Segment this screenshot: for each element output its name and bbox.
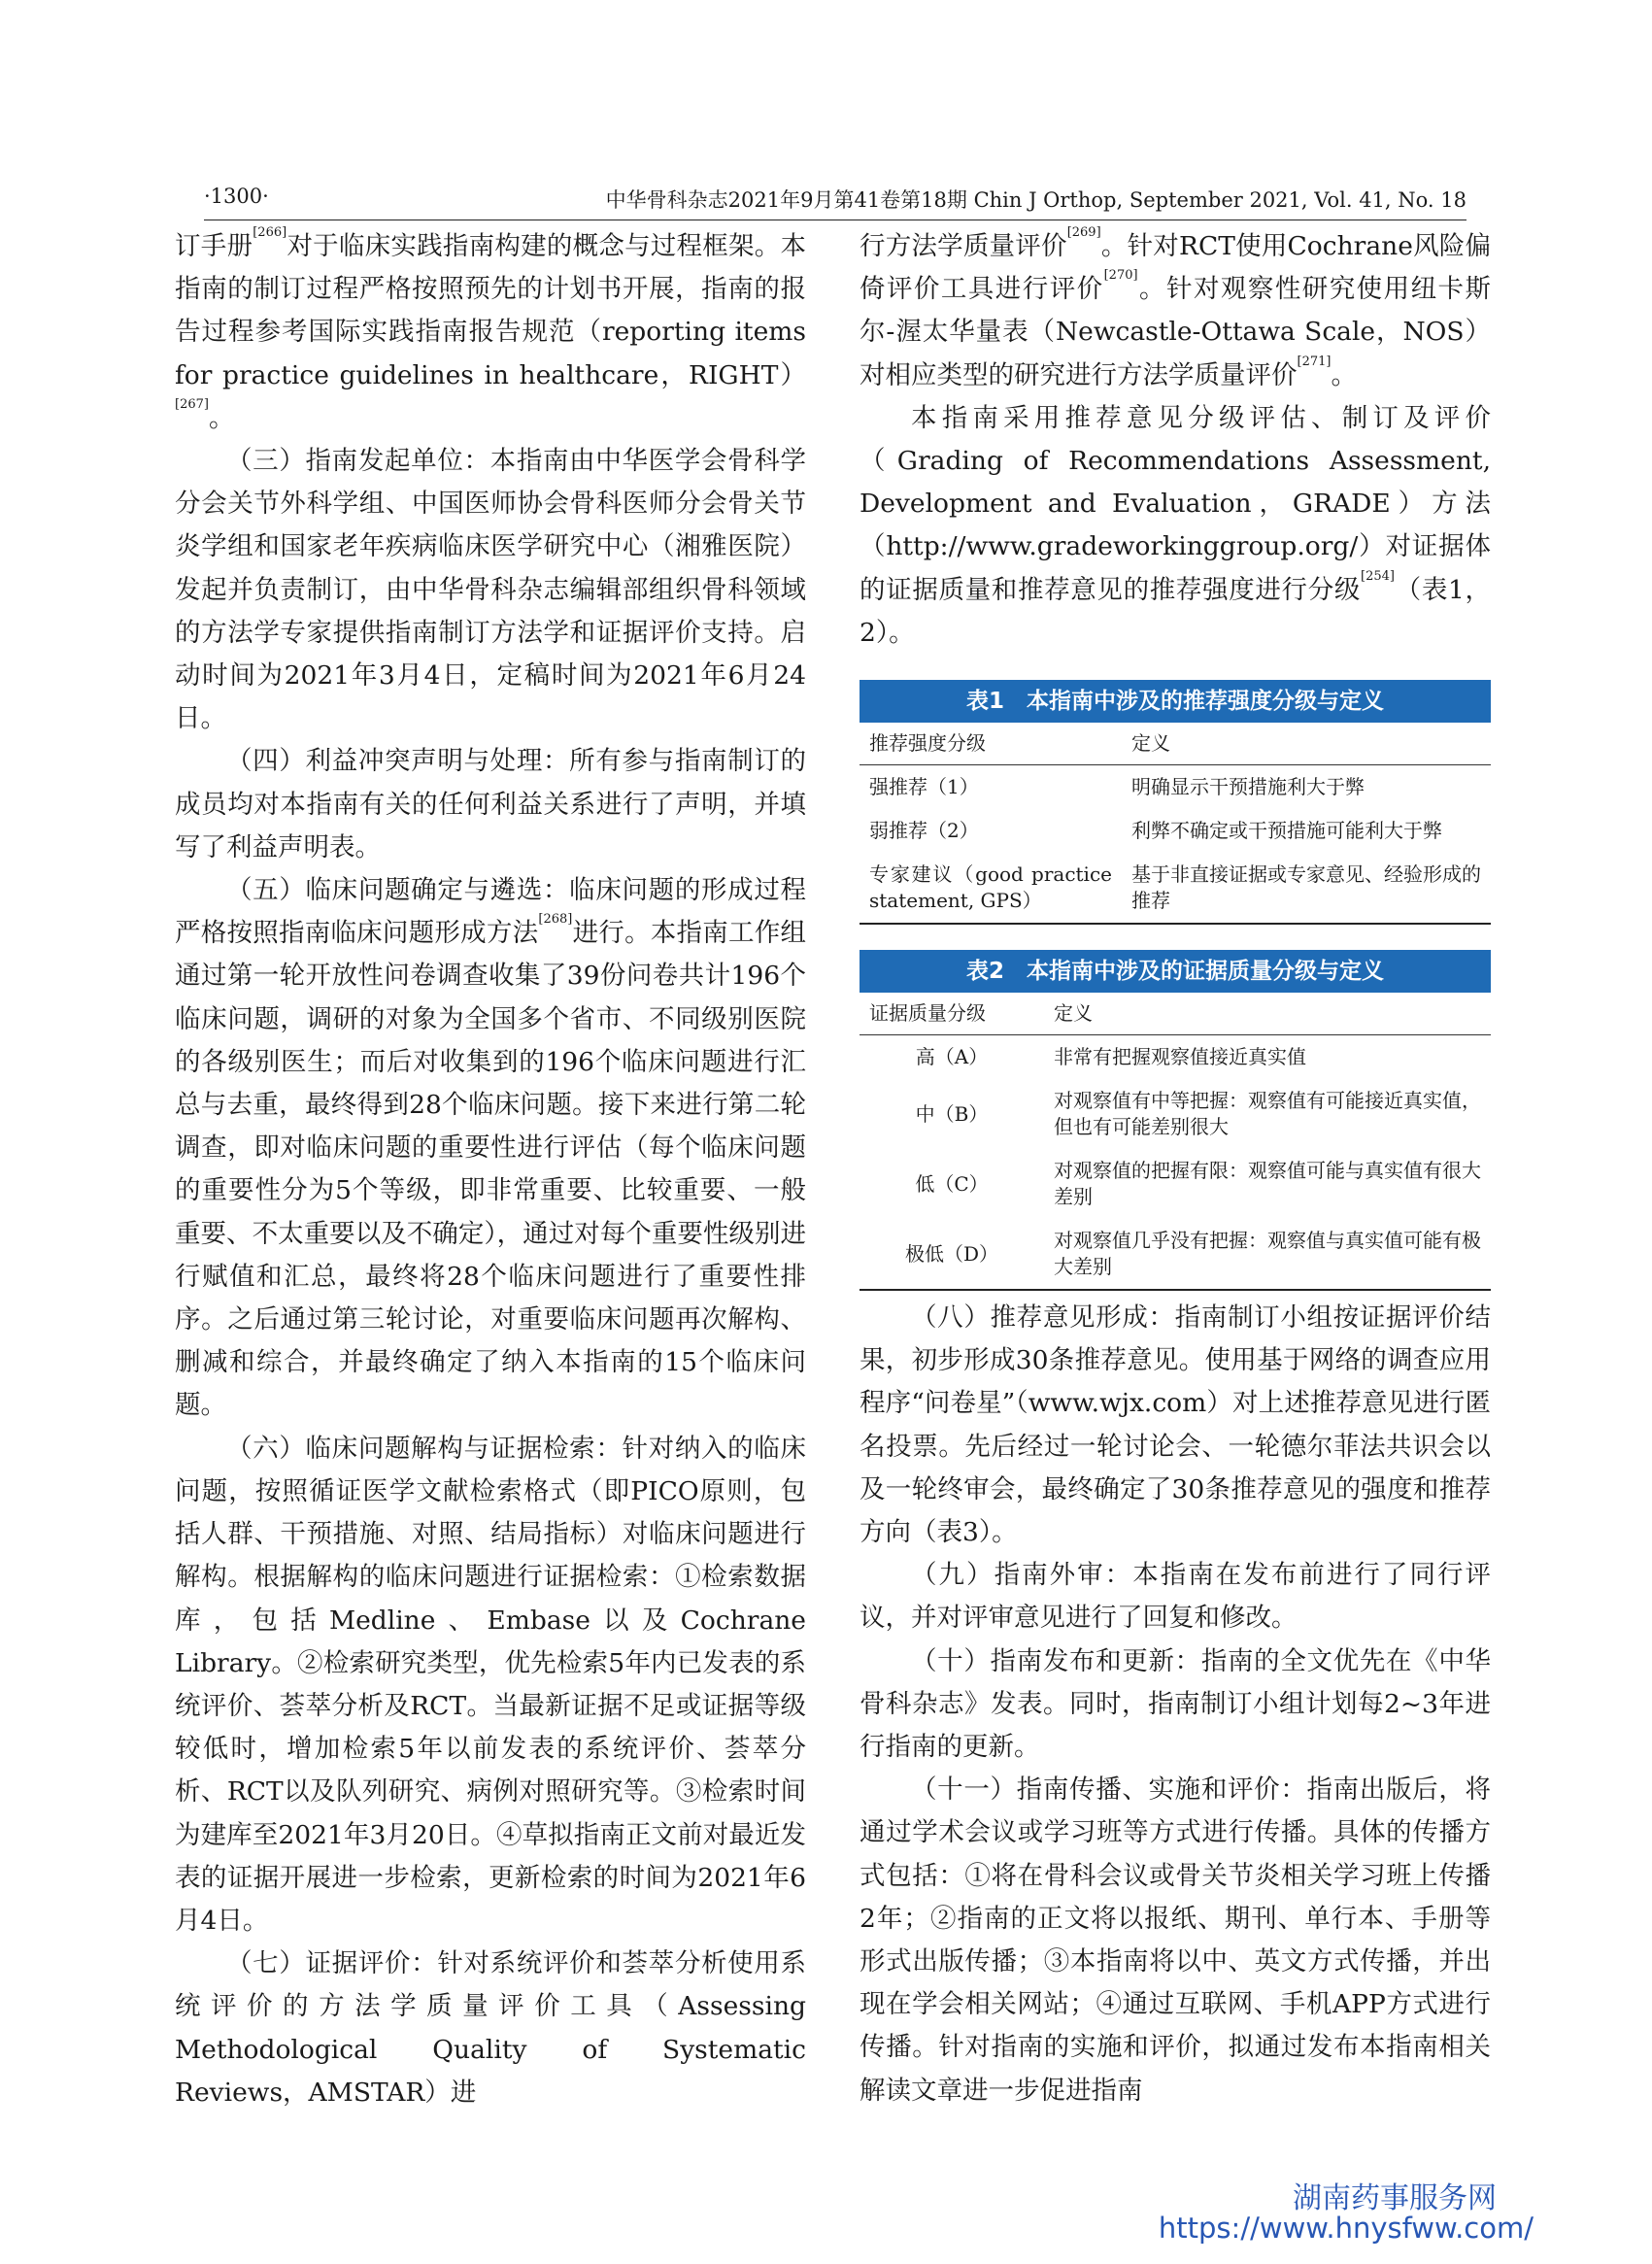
- running-header: [204, 181, 1467, 220]
- citation-ref: [268]: [538, 912, 573, 928]
- watermark-title: 湖南药事服务网: [1293, 2181, 1497, 2215]
- citation-ref: [271]: [1297, 354, 1332, 369]
- table-cell: 低（C）: [915, 1171, 989, 1196]
- table-row: [860, 1035, 1491, 1080]
- table-cell: 专家建议（good practice statement, GPS）: [860, 853, 1122, 924]
- table-cell: 非常有把握观察值接近真实值: [1054, 1045, 1306, 1069]
- citation-ref: [270]: [1103, 268, 1138, 284]
- table-cell: 强推荐（1）: [869, 775, 979, 799]
- left-column: [175, 225, 806, 2114]
- citation-ref: [266]: [253, 225, 287, 240]
- table-cell: 对观察值几乎没有把握：观察值与真实值可能有极大差别: [1044, 1219, 1491, 1290]
- table-cell: 利弊不确定或干预措施可能利大于弊: [1131, 819, 1442, 843]
- paragraph: （三）指南发起单位：本指南由中华医学会骨科学分会关节外科学组、中国医师协会骨科医师分会骨关节炎学组和国家老年疾病临床医学研究中心（湘雅医院）发起并负责制订，由中华骨科杂志编辑部组织骨科领域的方法学专家提供指南制订方法学和证据评价支持。启动时间为2021年3月4日，定稿时间为2021年6月24日。: [175, 446, 806, 734]
- paragraph: （十）指南发布和更新：指南的全文优先在《中华骨科杂志》发表。同时，指南制订小组计划每2~3年进行指南的更新。: [860, 1645, 1491, 1763]
- table-cell: 基于非直接证据或专家意见、经验形成的推荐: [1122, 853, 1491, 924]
- journal-citation: 中华骨科杂志2021年9月第41卷第18期 Chin J Orthop, September 2021, Vol. 41, No. 18: [605, 188, 1467, 212]
- table-row: [860, 853, 1491, 924]
- table-cell: 弱推荐（2）: [869, 819, 979, 843]
- table-row: [860, 1079, 1491, 1149]
- paragraph: （七）证据评价：针对系统评价和荟萃分析使用系统评价的方法学质量评价工具（Assessing Methodological Quality of Systematic Reviews，AMSTAR）进: [175, 1948, 806, 2108]
- table-cell: 中（B）: [915, 1101, 989, 1126]
- table-row: [860, 1149, 1491, 1219]
- column-header: 定义: [1122, 723, 1491, 765]
- table-cell: 高（A）: [915, 1045, 989, 1069]
- citation-ref: [269]: [1066, 225, 1101, 240]
- table-2: [860, 950, 1491, 1291]
- paragraph: （十一）指南传播、实施和评价：指南出版后，将通过学术会议或学习班等方式进行传播。具体的传播方式包括：①将在骨科会议或骨关节炎相关学习班上传播2年；②指南的正文将以报纸、期刊、单行本、手册等形式出版传播；③本指南将以中、英文方式传播，并出现在学会相关网站；④通过互联网、手机APP方式进行传播。针对指南的实施和评价，拟通过发布本指南相关解读文章进一步促进指南: [860, 1774, 1491, 2106]
- table-row: [860, 765, 1491, 810]
- paragraph: （八）推荐意见形成：指南制订小组按证据评价结果，初步形成30条推荐意见。使用基于网络的调查应用程序“问卷星”（www.wjx.com）对上述推荐意见进行匿名投票。先后经过一轮讨论会、一轮德尔菲法共识会以及一轮终审会，最终确定了30条推荐意见的强度和推荐方向（表3）。: [860, 1302, 1491, 1548]
- citation-ref: [267]: [175, 396, 209, 412]
- table-cell: 极低（D）: [860, 1219, 1044, 1290]
- table-cell: 明确显示干预措施利大于弊: [1131, 775, 1365, 799]
- column-header: 推荐强度分级: [860, 723, 1122, 765]
- paragraph: 订手册[266]对于临床实践指南构建的概念与过程框架。本指南的制订过程严格按照预先的计划书开展，指南的报告过程参考国际实践指南报告规范（reporting items for practice guidelines in healthcare，RIGHT）[267]。: [175, 225, 807, 433]
- paragraph: 行方法学质量评价[269]。针对RCT使用Cochrane风险偏倚评价工具进行评价[270]。针对观察性研究使用纽卡斯尔-渥太华量表（Newcastle-Ottawa Scale，NOS）对相应类型的研究进行方法学质量评价[271]。: [860, 225, 1492, 390]
- column-header: 定义: [1044, 993, 1491, 1035]
- watermark-url[interactable]: https://www.hnysfww.com/: [1158, 2212, 1534, 2245]
- table-row: [860, 809, 1491, 853]
- column-header: 证据质量分级: [860, 993, 1044, 1035]
- table-1: [860, 680, 1491, 925]
- paragraph: 本指南采用推荐意见分级评估、制订及评价（Grading of Recommendations Assessment, Development and Evaluation，GRADE）方法（http://www.gradeworkinggroup.org/）对证据体的证据质量和推荐意见的推荐强度进行分级[254]（表1，2）。: [860, 402, 1491, 648]
- paragraph: （六）临床问题解构与证据检索：针对纳入的临床问题，按照循证医学文献检索格式（即PICO原则，包括人群、干预措施、对照、结局指标）对临床问题进行解构。根据解构的临床问题进行证据检索：①检索数据库，包括Medline、Embase以及Cochrane Library。②检索研究类型，优先检索5年内已发表的系统评价、荟萃分析及RCT。当最新证据不足或证据等级较低时，增加检索5年以前发表的系统评价、荟萃分析、RCT以及队列研究、病例对照研究等。③检索时间为建库至2021年3月20日。④草拟指南正文前对最近发表的证据开展进一步检索，更新检索的时间为2021年6月4日。: [175, 1433, 806, 1936]
- citation-ref: [254]: [1361, 568, 1395, 584]
- page-number: ·1300·: [204, 185, 269, 208]
- table-cell: 对观察值的把握有限：观察值可能与真实值有很大差别: [1054, 1159, 1481, 1209]
- paragraph: （五）临床问题确定与遴选：临床问题的形成过程严格按照指南临床问题形成方法[268]进行。本指南工作组通过第一轮开放性问卷调查收集了39份问卷共计196个临床问题，调研的对象为全国多个省市、不同级别医院的各级别医生；而后对收集到的196个临床问题进行汇总与去重，最终得到28个临床问题。接下来进行第二轮调查，即对临床问题的重要性进行评估（每个临床问题的重要性分为5个等级，即非常重要、比较重要、一般重要、不太重要以及不确定），通过对每个重要性级别进行赋值和汇总，最终将28个临床问题进行了重要性排序。之后通过第三轮讨论，对重要临床问题再次解构、删减和综合，并最终确定了纳入本指南的15个临床问题。: [175, 875, 807, 1421]
- table-cell: 对观察值有中等把握：观察值有可能接近真实值，但也有可能差别很大: [1054, 1089, 1481, 1139]
- right-column: [860, 225, 1491, 2112]
- table-caption: 表2 本指南中涉及的证据质量分级与定义: [860, 950, 1491, 993]
- paragraph: （九）指南外审：本指南在发布前进行了同行评议，并对评审意见进行了回复和修改。: [860, 1560, 1491, 1634]
- table-caption: 表1 本指南中涉及的推荐强度分级与定义: [860, 680, 1491, 723]
- table-row: [860, 1219, 1491, 1290]
- paragraph: （四）利益冲突声明与处理：所有参与指南制订的成员均对本指南有关的任何利益关系进行了声明，并填写了利益声明表。: [175, 746, 806, 862]
